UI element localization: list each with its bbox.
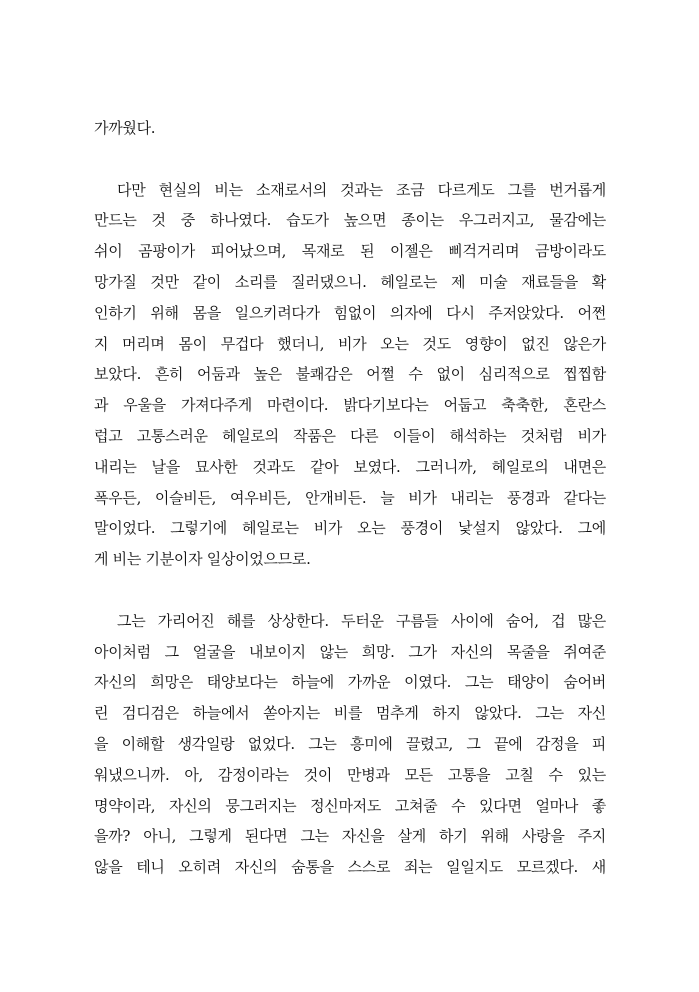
- paragraph: [94, 113, 606, 144]
- text-line: 말이었다. 그렇기에 헤일로는 비가 오는 풍경이 낯설지 않았다. 그에: [94, 519, 606, 538]
- text-line: 지 머리며 몸이 무겁다 했더니, 비가 오는 것도 영향이 없진 않은가: [94, 334, 606, 353]
- text-line: 명약이라, 자신의 뭉그러지는 정신마저도 고쳐줄 수 있다면 얼마나 좋: [94, 796, 606, 815]
- text-line: 인하기 위해 몸을 일으키려다가 힘없이 의자에 다시 주저앉았다. 어쩐: [94, 303, 606, 322]
- text-line: 을까? 아니, 그렇게 된다면 그는 자신을 살게 하기 위해 사랑을 주지: [94, 827, 606, 846]
- text-line: 망가질 것만 같이 소리를 질러댔으니. 헤일로는 제 미술 재료들을 확: [94, 272, 606, 291]
- text-line: 아이처럼 그 얼굴을 내보이지 않는 희망. 그가 자신의 목줄을 쥐여준: [94, 642, 606, 661]
- text-line: 그는 가리어진 해를 상상한다. 두터운 구름들 사이에 숨어, 겁 많은: [117, 611, 606, 630]
- text-line: 게 비는 기분이자 일상이었으므로.: [94, 550, 311, 569]
- text-line: 과 우울을 가져다주게 마련이다. 밝다기보다는 어둡고 축축한, 혼란스: [94, 396, 606, 415]
- text-line: 폭우든, 이슬비든, 여우비든, 안개비든. 늘 비가 내리는 풍경과 같다는: [94, 488, 606, 507]
- text-line: 보았다. 흔히 어둠과 높은 불쾌감은 어쩔 수 없이 심리적으로 찝찝함: [94, 365, 606, 384]
- paragraph-gap: [94, 575, 606, 606]
- paragraph-gap: [94, 144, 606, 175]
- text-line: 가까웠다.: [94, 119, 156, 137]
- text-line: 을 이해할 생각일랑 없었다. 그는 흥미에 끌렸고, 그 끝에 감정을 피: [94, 734, 606, 753]
- text-line: 내리는 날을 묘사한 것과도 같아 보였다. 그러니까, 헤일로의 내면은: [94, 457, 606, 476]
- paragraph: [94, 175, 606, 575]
- body-text: [94, 113, 606, 883]
- paragraph: [94, 606, 606, 883]
- text-line: 워냈으니까. 아, 감정이라는 것이 만병과 모든 고통을 고칠 수 있는: [94, 765, 606, 784]
- text-line: 자신의 희망은 태양보다는 하늘에 가까운 이였다. 그는 태양이 숨어버: [94, 673, 606, 692]
- text-line: 럽고 고통스러운 헤일로의 작품은 다른 이들이 해석하는 것처럼 비가: [94, 426, 606, 445]
- text-line: 다만 현실의 비는 소재로서의 것과는 조금 다르게도 그를 번거롭게: [117, 180, 606, 199]
- text-line: 린 검디검은 하늘에서 쏟아지는 비를 멈추게 하지 않았다. 그는 자신: [94, 704, 606, 723]
- text-line: 쉬이 곰팡이가 피어났으며, 목재로 된 이젤은 삐걱거리며 금방이라도: [94, 242, 606, 261]
- text-line: 않을 테니 오히려 자신의 숨통을 스스로 죄는 일일지도 모르겠다. 새: [94, 858, 606, 877]
- text-line: 만드는 것 중 하나였다. 습도가 높으면 종이는 우그러지고, 물감에는: [94, 211, 606, 230]
